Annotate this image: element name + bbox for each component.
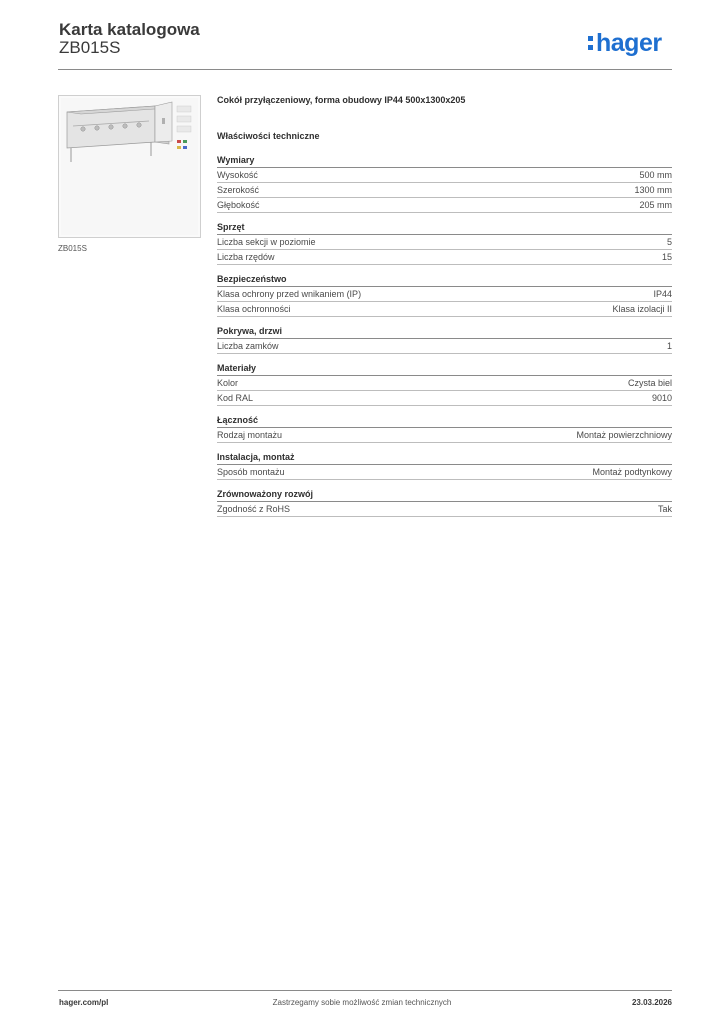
property-value: Montaż powierzchniowy	[576, 430, 672, 440]
property-row	[217, 250, 672, 265]
property-label: Wysokość	[217, 170, 258, 180]
property-value: 5	[666, 237, 672, 247]
property-value: Klasa izolacji II	[612, 304, 672, 314]
property-row	[217, 287, 672, 302]
group-title: Sprzęt	[217, 222, 672, 235]
group-title: Zrównoważony rozwój	[217, 489, 672, 502]
property-value: 1300 mm	[634, 185, 672, 195]
group-title: Pokrywa, drzwi	[217, 326, 672, 339]
property-label: Klasa ochrony przed wnikaniem (IP)	[217, 289, 362, 299]
group-title: Wymiary	[217, 155, 672, 168]
property-value: IP44	[653, 289, 672, 299]
property-label: Liczba rzędów	[217, 252, 275, 262]
property-label: Sposób montażu	[217, 467, 285, 477]
property-label: Klasa ochronności	[217, 304, 291, 314]
header-divider	[58, 69, 672, 70]
property-label: Kolor	[217, 378, 239, 388]
image-caption: ZB015S	[58, 244, 87, 253]
property-value: Tak	[657, 504, 672, 514]
footer-website-link[interactable]: hager.com/pl	[59, 998, 109, 1007]
property-value: Montaż podtynkowy	[592, 467, 672, 477]
technical-properties-heading: Właściwości techniczne	[217, 131, 320, 141]
property-value: 9010	[651, 393, 672, 403]
property-group-installation	[217, 452, 672, 480]
group-title: Materiały	[217, 363, 672, 376]
group-title: Łączność	[217, 415, 672, 428]
property-value: Czysta biel	[627, 378, 672, 388]
logo-text: hager	[596, 28, 662, 57]
property-value: 500 mm	[639, 170, 672, 180]
property-group-dimensions	[217, 155, 672, 213]
technical-content	[217, 95, 672, 526]
product-description: Cokół przyłączeniowy, forma obudowy IP44 500x1300x205	[217, 95, 466, 105]
property-label: Szerokość	[217, 185, 260, 195]
logo-colon-mark	[588, 36, 593, 50]
property-group-connectivity	[217, 415, 672, 443]
property-label: Liczba sekcji w poziomie	[217, 237, 316, 247]
property-row	[217, 168, 672, 183]
property-label: Rodzaj montażu	[217, 430, 283, 440]
property-row	[217, 376, 672, 391]
property-group-materials	[217, 363, 672, 406]
enclosure-illustration	[59, 96, 200, 237]
footer-divider	[58, 990, 672, 991]
hager-logo	[588, 28, 662, 58]
property-row	[217, 198, 672, 213]
property-group-equipment	[217, 222, 672, 265]
property-row	[217, 302, 672, 317]
property-value: 15	[661, 252, 672, 262]
property-label: Kod RAL	[217, 393, 254, 403]
property-label: Liczba zamków	[217, 341, 279, 351]
property-group-safety	[217, 274, 672, 317]
product-reference: ZB015S	[59, 38, 121, 57]
property-group-cover-door	[217, 326, 672, 354]
footer-disclaimer: Zastrzegamy sobie możliwość zmian technicznych	[272, 998, 452, 1007]
property-value: 1	[666, 341, 672, 351]
property-row	[217, 502, 672, 517]
document-title: Karta katalogowa	[59, 20, 200, 39]
property-row	[217, 391, 672, 406]
property-row	[217, 183, 672, 198]
property-value: 205 mm	[639, 200, 672, 210]
property-group-sustainability	[217, 489, 672, 517]
group-title: Bezpieczeństwo	[217, 274, 672, 287]
property-row	[217, 339, 672, 354]
property-row	[217, 428, 672, 443]
product-image	[58, 95, 201, 238]
property-label: Zgodność z RoHS	[217, 504, 291, 514]
property-row	[217, 235, 672, 250]
property-label: Głębokość	[217, 200, 260, 210]
footer-date: 23.03.2026	[631, 998, 672, 1007]
property-row	[217, 465, 672, 480]
group-title: Instalacja, montaż	[217, 452, 672, 465]
